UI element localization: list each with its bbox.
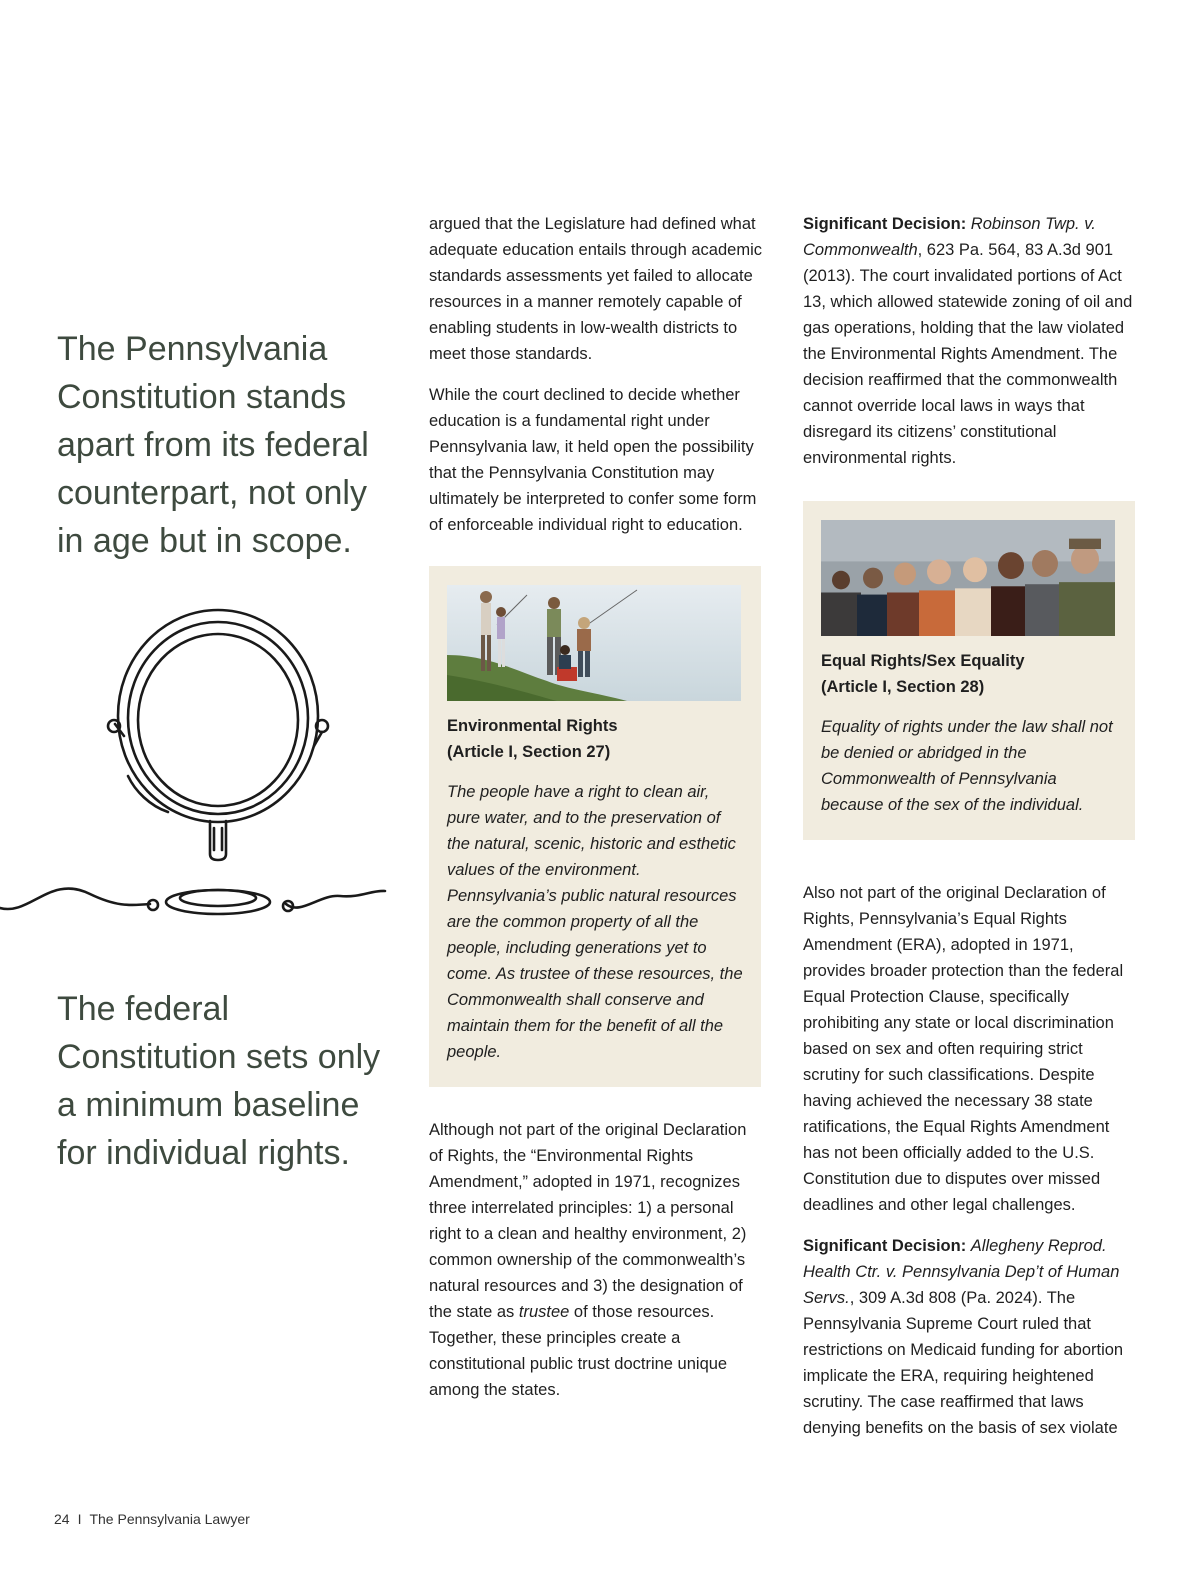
- equal-rights-title: [821, 648, 1117, 700]
- pull-quote-bottom: The federal Constitution sets only a minimum baseline for individual rights.: [57, 990, 381, 1172]
- environmental-rights-quote: The people have a right to clean air, pure water, and to the preservation of the natural, scenic, historic and esthetic values of the environment. Pennsylvania’s public natural resources are the common property of all the people, including generations yet to come. As trustee of these resources, the Commonwealth shall conserve and maintain them for the benefit of all the people.: [447, 783, 743, 1061]
- page-number: 24: [54, 1511, 70, 1527]
- case-name-robinson: Robinson Twp. v. Commonwealth: [803, 215, 1096, 259]
- family-fishing-photo: [447, 585, 741, 701]
- equal-rights-title-line1: Equal Rights/Sex Equality: [821, 652, 1025, 670]
- paragraph-era-sex-equality: Also not part of the original Declaration of Rights, Pennsylvania’s Equal Rights Amendment (ERA), adopted in 1971, provides broader protection than the federal Equal Protection Clause, specifically prohibiting any state or local discrimination based on sex and often requiring strict scrutiny for such classifications. Despite having achieved the necessary 38 state ratifications, the Equal Rights Amendment has not been officially added to the U.S. Constitution due to disputes over missed deadlines and other legal challenges.: [803, 884, 1124, 1214]
- page-footer: [54, 1511, 250, 1527]
- significant-decision-robinson: [803, 211, 1138, 471]
- decision-text-allegheny: , 309 A.3d 808 (Pa. 2024). The Pennsylvania Supreme Court ruled that restrictions on Medicaid funding for abortion implicate the ERA, requiring heightened scrutiny. The case reaffirmed that laws denying benefits on the basis of sex violate: [803, 1289, 1124, 1437]
- paragraph-era-environmental-part1: Although not part of the original Declaration of Rights, the “Environmental Rights Amendment,” adopted in 1971, recognizes three interrelated principles: 1) a personal right to a clean and healthy environment, 2) common ownership of the commonwealth’s natural resources and 3) the designation of the state as: [429, 1121, 747, 1321]
- environmental-rights-title-line2: (Article I, Section 27): [447, 743, 611, 761]
- publication-name: The Pennsylvania Lawyer: [89, 1511, 250, 1527]
- paragraph-era-environmental: [429, 1117, 764, 1403]
- right-column: [803, 211, 1138, 1456]
- decision-text-robinson: , 623 Pa. 564, 83 A.3d 901 (2013). The court invalidated portions of Act 13, which allowed statewide zoning of oil and gas operations, holding that the law violated the Environmental Rights Amendment. The decision reaffirmed that the commonwealth cannot override local laws in ways that disregard its citizens’ constitutional environmental rights.: [803, 241, 1133, 467]
- environmental-rights-title-line1: Environmental Rights: [447, 717, 618, 735]
- equal-rights-box: [803, 501, 1135, 840]
- environmental-rights-title: [447, 713, 743, 765]
- pull-quote-top: The Pennsylvania Constitution stands apart from its federal counterpart, not only in age but in scope.: [57, 330, 369, 560]
- paragraph-era-environmental-part2: of those resources. Together, these principles create a constitutional public trust doctrine unique among the states.: [429, 1303, 728, 1399]
- middle-column: [429, 211, 764, 1418]
- paragraph-era-environmental-trustee: trustee: [518, 1303, 570, 1321]
- case-name-allegheny: Allegheny Reprod. Health Ctr. v. Pennsylvania Dep’t of Human Servs.: [803, 1237, 1120, 1307]
- significant-decision-label: Significant Decision:: [803, 1237, 967, 1255]
- significant-decision-label: Significant Decision:: [803, 215, 967, 233]
- equal-rights-title-line2: (Article I, Section 28): [821, 678, 985, 696]
- diverse-people-photo: [821, 520, 1115, 636]
- equal-rights-quote: Equality of rights under the law shall not be denied or abridged in the Commonwealth of Pennsylvania because of the sex of the individual.: [821, 718, 1113, 814]
- footer-separator: I: [77, 1511, 82, 1527]
- paragraph-education-argument: argued that the Legislature had defined what adequate education entails through academic standards assessments yet failed to allocate resources in a manner remotely capable of enabling students in low-wealth districts to meet those standards.: [429, 215, 762, 363]
- environmental-rights-box: [429, 566, 761, 1087]
- significant-decision-allegheny: [803, 1233, 1138, 1441]
- mirror-line-illustration: [0, 606, 400, 926]
- paragraph-education-right: While the court declined to decide whether education is a fundamental right under Pennsylvania law, it held open the possibility that the Pennsylvania Constitution may ultimately be interpreted to confer some form of enforceable individual right to education.: [429, 386, 757, 534]
